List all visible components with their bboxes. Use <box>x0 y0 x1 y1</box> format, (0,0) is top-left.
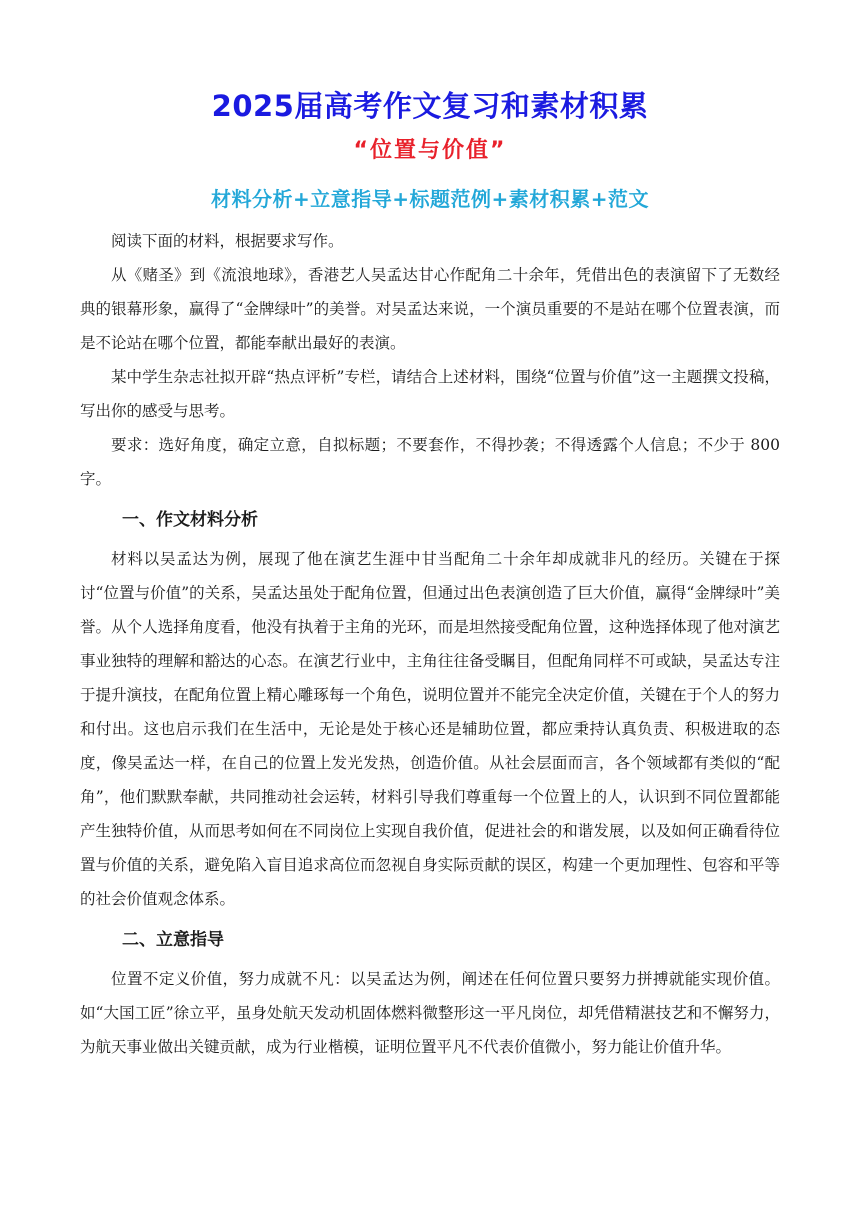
prompt-intro: 阅读下面的材料，根据要求写作。 <box>111 232 344 250</box>
section-heading-guidance: 二、立意指导 <box>122 930 224 950</box>
section-body-guidance: 位置不定义价值，努力成就不凡：以吴孟达为例，阐述在任何位置只要努力拼搏就能实现价值。如“大国工匠”徐立平，虽身处航天发动机固体燃料微整形这一平凡岗位，却凭借精湛技艺和不懈努力，为航天事业做出关键贡献，成为行业楷模，证明位置平凡不代表价值微小，努力能让价值升华。 <box>80 970 780 1056</box>
section-heading-analysis: 一、作文材料分析 <box>122 510 258 530</box>
section-body-analysis: 材料以吴孟达为例，展现了他在演艺生涯中甘当配角二十余年却成就非凡的经历。关键在于探讨“位置与价值”的关系，吴孟达虽处于配角位置，但通过出色表演创造了巨大价值，赢得“金牌绿叶”美誉。从个人选择角度看，他没有执着于主角的光环，而是坦然接受配角位置，这种选择体现了他对演艺事业独特的理解和豁达的心态。在演艺行业中，主角往往备受瞩目，但配角同样不可或缺，吴孟达专注于提升演技，在配角位置上精心雕琢每一个角色，说明位置并不能完全决定价值，关键在于个人的努力和付出。这也启示我们在生活中，无论是处于核心还是辅助位置，都应秉持认真负责、积极进取的态度，像吴孟达一样，在自己的位置上发光发热，创造价值。从社会层面而言，各个领域都有类似的“配角”，他们默默奉献，共同推动社会运转，材料引导我们尊重每一个位置上的人，认识到不同位置都能产生独特价值，从而思考如何在不同岗位上实现自我价值，促进社会的和谐发展，以及如何正确看待位置与价值的关系，避免陷入盲目追求高位而忽视自身实际贡献的误区，构建一个更加理性、包容和平等的社会价值观念体系。 <box>80 550 780 908</box>
document-subtitle: “位置与价值” <box>353 138 507 163</box>
prompt-material: 从《赌圣》到《流浪地球》，香港艺人吴孟达甘心作配角二十余年，凭借出色的表演留下了无数经典的银幕形象，赢得了“金牌绿叶”的美誉。对吴孟达来说，一个演员重要的不是站在哪个位置表演，而是不论站在哪个位置，都能奉献出最好的表演。 <box>80 266 780 352</box>
prompt-task: 某中学生杂志社拟开辟“热点评析”专栏，请结合上述材料，围绕“位置与价值”这一主题撰文投稿，写出你的感受与思考。 <box>80 368 780 420</box>
document-tagline: 材料分析+立意指导+标题范例+素材积累+范文 <box>210 187 650 211</box>
document-title: 2025届高考作文复习和素材积累 <box>211 89 649 123</box>
document-body <box>80 224 780 1064</box>
prompt-requirements: 要求：选好角度，确定立意，自拟标题；不要套作，不得抄袭；不得透露个人信息；不少于 800 字。 <box>80 436 780 488</box>
